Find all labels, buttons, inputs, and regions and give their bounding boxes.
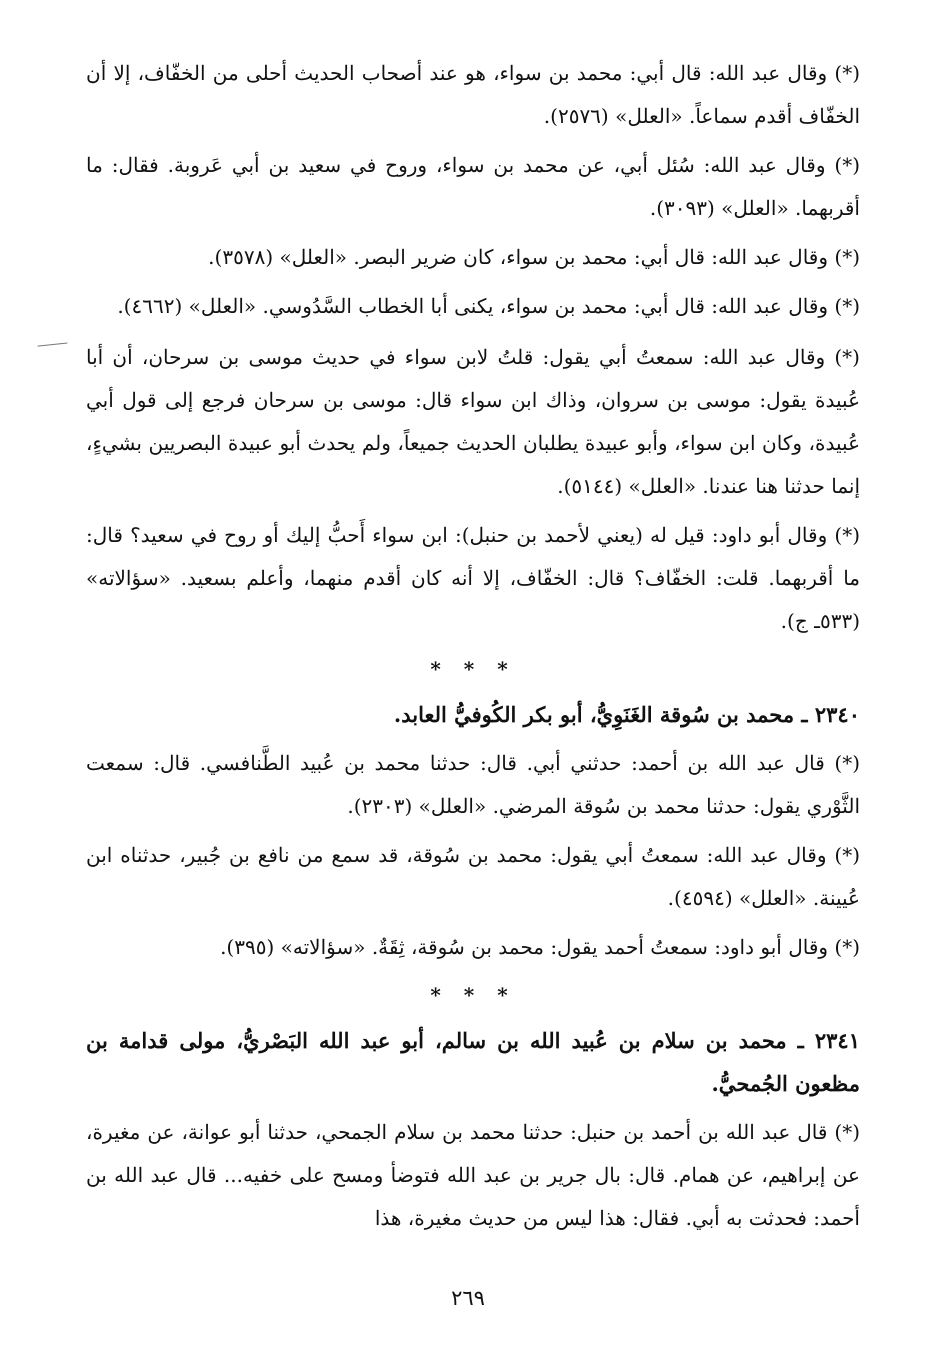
entry-heading-2341: ٢٣٤١ ـ محمد بن سلام بن عُبيد الله بن سالم، أبو عبد الله البَصْريُّ، مولى قدامة بن مظعون الجُمحيُّ.	[86, 1028, 860, 1096]
paragraph: (*) وقال أبو داود: سمعتُ أحمد يقول: محمد بن سُوقة، ثِقَةٌ. «سؤالاته» (٣٩٥).	[220, 935, 860, 959]
paragraph: (*) وقال عبد الله: سُئل أبي، عن محمد بن سواء، وروح في سعيد بن أبي عَروبة. فقال: ما أقربهما. «العلل» (٣٠٩٣).	[86, 153, 860, 220]
section-separator: * * *	[430, 983, 516, 1007]
section-separator: * * *	[430, 657, 516, 681]
paragraph: (*) وقال عبد الله: قال أبي: محمد بن سواء، يكنى أبا الخطاب السَّدُوسي. «العلل» (٤٦٦٢).	[117, 294, 860, 318]
page-number: ٢٦٩	[451, 1286, 485, 1310]
paragraph: (*) وقال عبد الله: سمعتُ أبي يقول: قلتُ لابن سواء في حديث موسى بن سرحان، أن أبا عُبيدة يقول: موسى بن سروان، وذاك ابن سواء قال: موسى بن سرحان فرجع إلى قول أبي عُبيدة، وكان ابن سواء، وأبو عبيدة يطلبان الحديث جميعاً، ولم يحدث أبو عبيدة البصريين بشيءٍ، إنما حدثنا هنا عندنا. «العلل» (٥١٤٤).	[86, 345, 860, 498]
entry-heading-2340: ٢٣٤٠ ـ محمد بن سُوقة الغَنَوِيُّ، أبو بكر الكُوفيُّ العابد.	[393, 702, 860, 727]
paragraph: (*) وقال أبو داود: قيل له (يعني لأحمد بن حنبل): ابن سواء أَحبُّ إليك أو روح في سعيد؟ قال: ما أقربهما. قلت: الخفّاف؟ قال: الخفّاف، إلا أنه كان أقدم منهما، وأعلم بسعيد. «سؤالاته» (٥٣٣ـ ج).	[86, 523, 860, 633]
paragraph: (*) وقال عبد الله: سمعتُ أبي يقول: محمد بن سُوقة، قد سمع من نافع بن جُبير، حدثناه ابن عُيينة. «العلل» (٤٥٩٤).	[86, 843, 860, 910]
paragraph: (*) قال عبد الله بن أحمد: حدثني أبي. قال: حدثنا محمد بن عُبيد الطَّنافسي. قال: سمعت الثَّوْري يقول: حدثنا محمد بن سُوقة المرضي. «العلل» (٢٣٠٣).	[86, 751, 860, 818]
scan-artifact	[38, 342, 69, 356]
paragraph: (*) وقال عبد الله: قال أبي: محمد بن سواء، كان ضرير البصر. «العلل» (٣٥٧٨).	[208, 245, 860, 269]
paragraph: (*) قال عبد الله بن أحمد بن حنبل: حدثنا محمد بن سلام الجمحي، حدثنا أبو عوانة، عن مغيرة، عن إبراهيم، عن همام. قال: بال جرير بن عبد الله فتوضأ ومسح على خفيه... قال عبد الله بن أحمد: فحدثت به أبي. فقال: هذا ليس من حديث مغيرة، هذا	[86, 1120, 860, 1230]
paragraph: (*) وقال عبد الله: قال أبي: محمد بن سواء، هو عند أصحاب الحديث أحلى من الخفّاف، إلا أن الخفّاف أقدم سماعاً. «العلل» (٢٥٧٦).	[86, 61, 860, 128]
